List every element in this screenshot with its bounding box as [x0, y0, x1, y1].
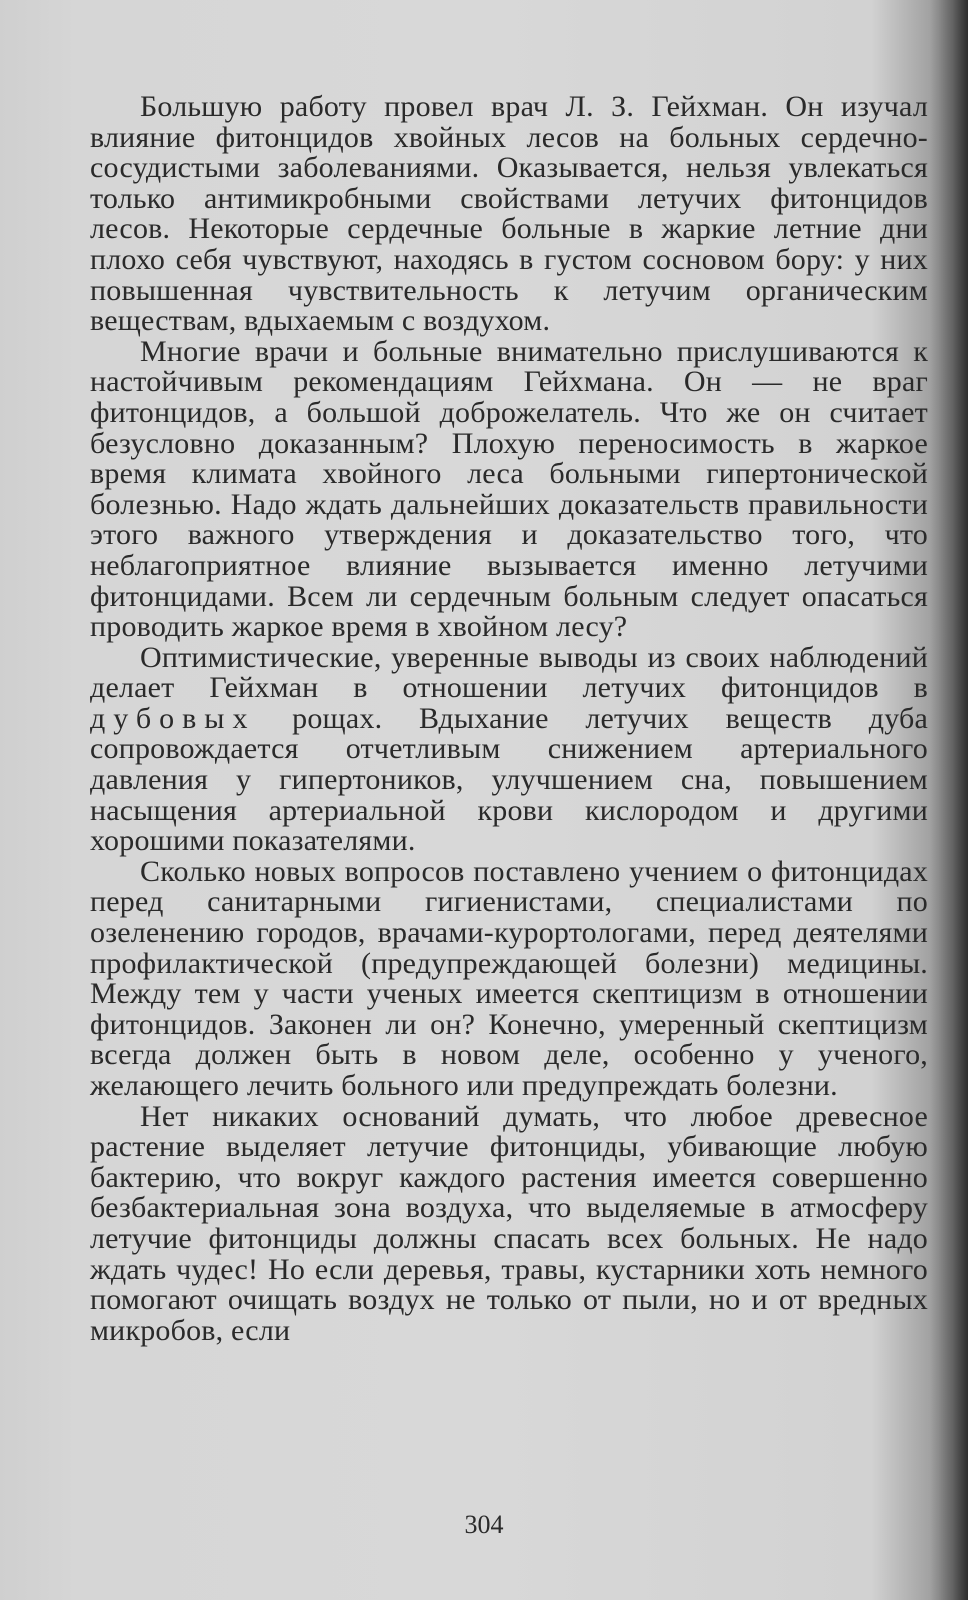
paragraph-2: Многие врачи и больные внимательно прислушиваются к настойчивым рекомендациям Гейхмана. Он — не враг фитонцидов, а большой доброжелатель. Что же он считает безусловно доказанным? Плохую переносимость в жаркое время климата хвойного леса больными гипертонической болезнью. Надо ждать дальнейших доказательств правильности этого важного утверждения и доказательство того, что неблагоприятное влияние вызывается именно летучими фитонцидами. Всем ли сердечным больным следует опасаться проводить жаркое время в хвойном лесу? [90, 334, 928, 644]
paragraph-1: Большую работу провел врач Л. З. Гейхман. Он изучал влияние фитонцидов хвойных лесов на больных сердечно-сосудистыми заболеваниями. Оказывается, нельзя увлекаться только антимикробными свойствами летучих фитонцидов лесов. Некоторые сердечные больные в жаркие летние дни плохо себя чувствуют, находясь в густом сосновом бору: у них повышенная чувствительность к летучим органическим веществам, вдыхаемым с воздухом. [90, 90, 928, 338]
paragraph-3-start: Оптимистические, уверенные выводы из своих наблюдений делает Гейхман в отношении летучих фитонцидов в [90, 640, 928, 705]
body-text [90, 92, 928, 1346]
paragraph-3-end: рощах. Вдыхание летучих веществ дуба сопровождается отчетливым снижением артериального давления у гипертоников, улучшением сна, повышением насыщения артериальной крови кислородом и другими хорошими показателями. [90, 701, 928, 858]
paragraph-3 [90, 640, 928, 858]
paragraph-5: Нет никаких оснований думать, что любое древесное растение выделяет летучие фитонциды, убивающие любую бактерию, что вокруг каждого растения имеется совершенно безбактериальная зона воздуха, что выделяемые в атмосферу летучие фитонциды должны спасать всех больных. Не надо ждать чудес! Но если деревья, травы, кустарники хоть немного помогают очищать воздух не только от пыли, но и от вредных микробов, если [90, 1099, 928, 1347]
emphasized-word: дубовых [90, 701, 256, 735]
paragraph-4: Сколько новых вопросов поставлено учением о фитонцидах перед санитарными гигиенистами, специалистами по озеленению городов, врачами-курортологами, перед деятелями профилактической (предупреждающей болезни) медицины. Между тем у части ученых имеется скептицизм в отношении фитонцидов. Законен ли он? Конечно, умеренный скептицизм всегда должен быть в новом деле, особенно у ученого, желающего лечить больного или предупреждать болезни. [90, 854, 928, 1102]
page-number: 304 [464, 1510, 504, 1539]
